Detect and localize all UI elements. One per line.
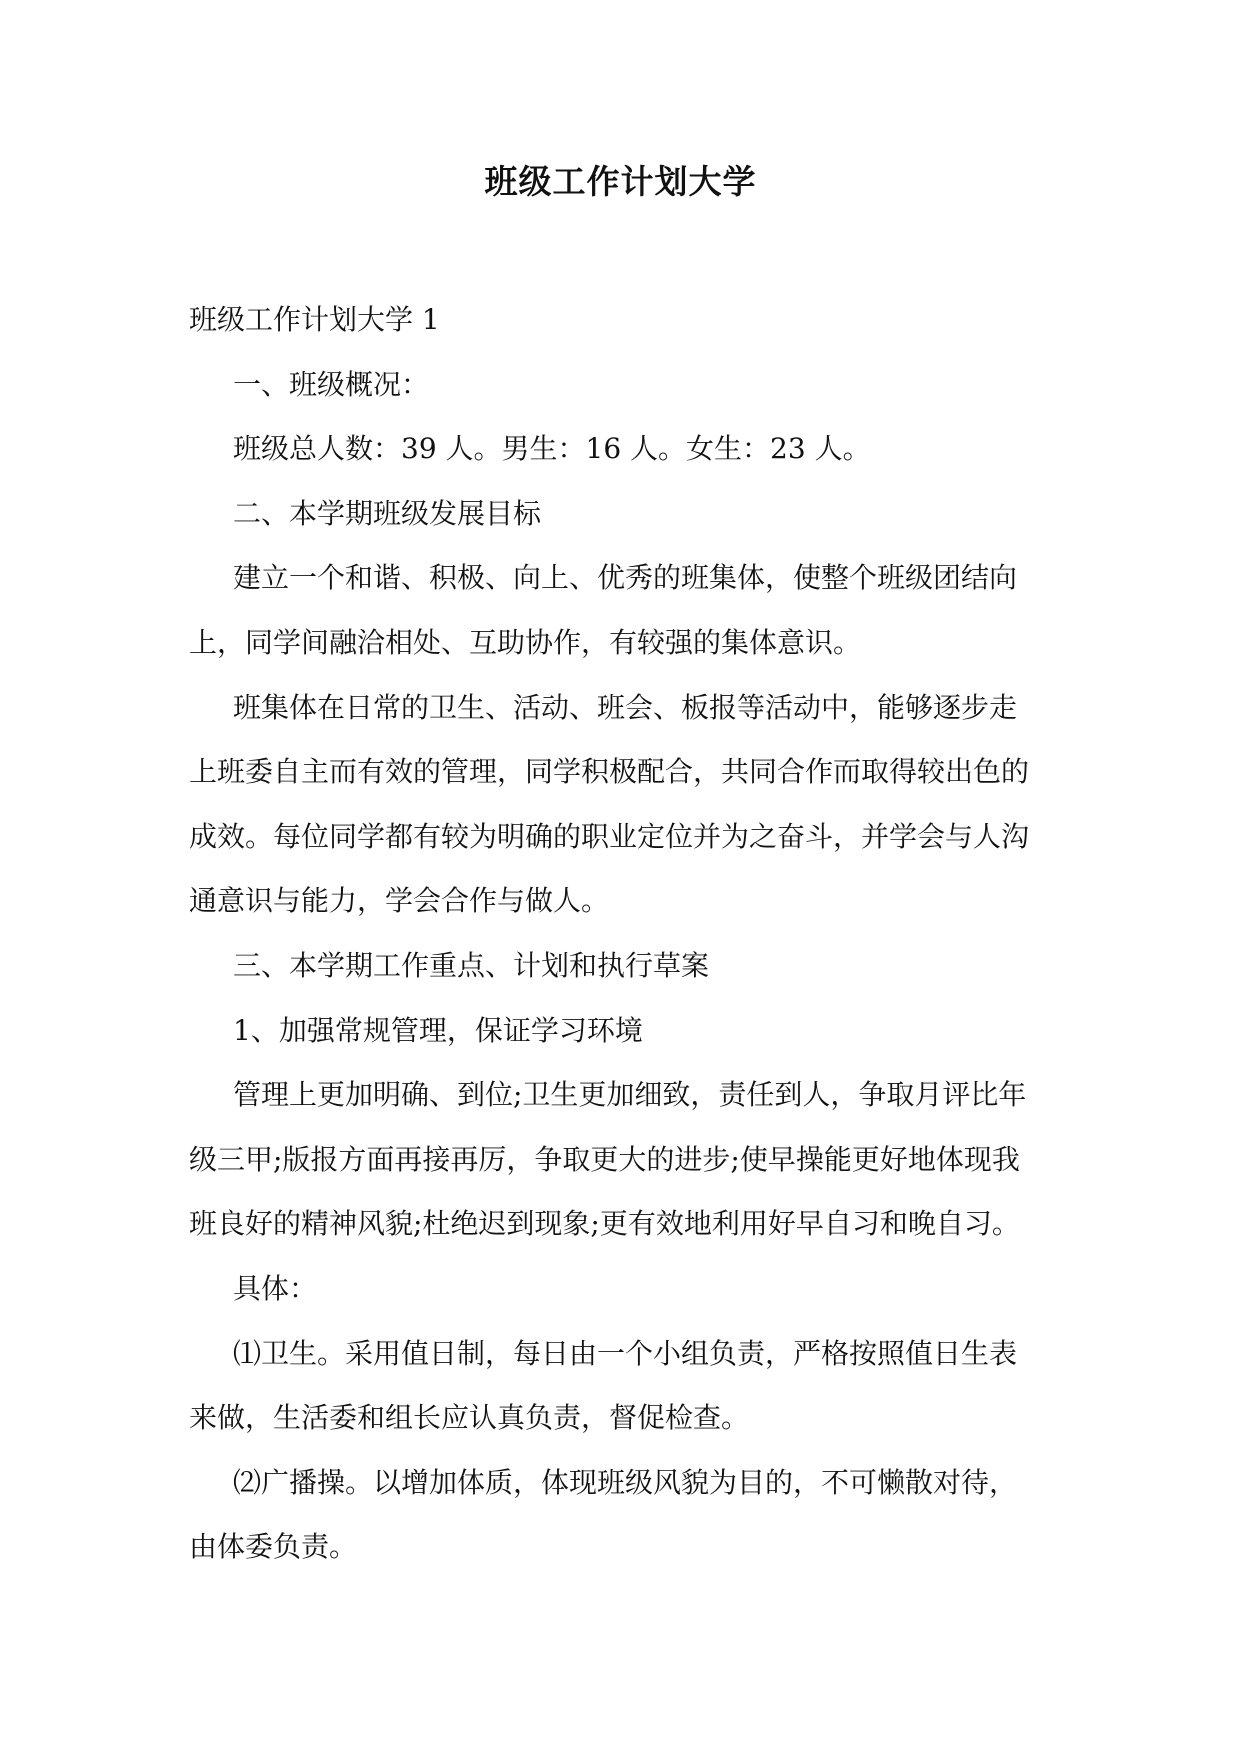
- paragraph-line: 班良好的精神风貌;杜绝迟到现象;更有效地利用好早自习和晚自习。: [189, 1207, 1020, 1241]
- paragraph-line: 班级总人数：39 人。男生：16 人。女生：23 人。: [233, 432, 871, 466]
- paragraph-line: 上，同学间融洽相处、互助协作，有较强的集体意识。: [189, 625, 862, 659]
- subheading-item-1: 1、加强常规管理，保证学习环境: [233, 1013, 643, 1047]
- document-body: [189, 288, 1067, 1580]
- paragraph-line: 成效。每位同学都有较为明确的职业定位并为之奋斗，并学会与人沟: [189, 819, 1030, 853]
- subheading-goals: 二、本学期班级发展目标: [233, 496, 542, 530]
- paragraph-line: 级三甲;版报方面再接再厉，争取更大的进步;使早操能更好地体现我: [189, 1142, 1020, 1176]
- subheading-plan: 三、本学期工作重点、计划和执行草案: [233, 948, 710, 982]
- subheading-overview: 一、班级概况：: [233, 367, 430, 401]
- paragraph-line: 来做，生活委和组长应认真负责，督促检查。: [189, 1401, 750, 1435]
- paragraph-line: 上班委自主而有效的管理，同学积极配合，共同合作而取得较出色的: [189, 755, 1030, 789]
- paragraph-line: 班集体在日常的卫生、活动、班会、板报等活动中，能够逐步走: [233, 690, 1018, 724]
- paragraph-line: 通意识与能力，学会合作与做人。: [189, 884, 610, 918]
- paragraph-line: 由体委负责。: [189, 1530, 358, 1564]
- paragraph-line: ⑴卫生。采用值日制，每日由一个小组负责，严格按照值日生表: [233, 1336, 1018, 1370]
- paragraph-line: 具体：: [233, 1271, 318, 1305]
- paragraph-line: ⑵广播操。以增加体质，体现班级风貌为目的，不可懒散对待，: [233, 1465, 1018, 1499]
- paragraph-line: 管理上更加明确、到位;卫生更加细致，责任到人，争取月评比年: [233, 1078, 1027, 1112]
- document-title: 班级工作计划大学: [484, 162, 757, 201]
- section-heading: 班级工作计划大学 1: [189, 303, 440, 336]
- paragraph-line: 建立一个和谐、积极、向上、优秀的班集体，使整个班级团结向: [233, 561, 1018, 595]
